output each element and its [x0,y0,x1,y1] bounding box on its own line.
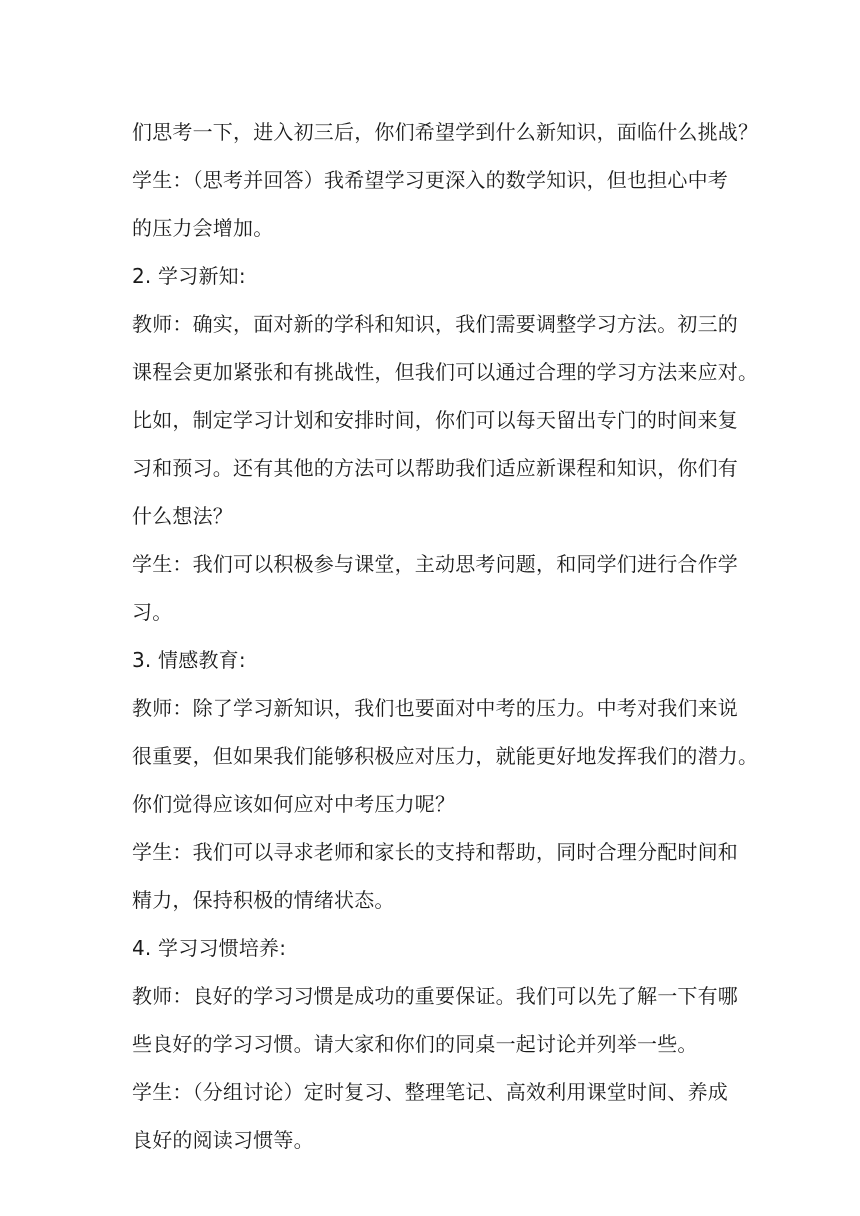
paragraph-line: 的压力会增加。 [132,216,274,240]
paragraph-line: 们思考一下，进入初三后，你们希望学到什么新知识，面临什么挑战？ [132,120,759,144]
paragraph-line: 比如，制定学习计划和安排时间，你们可以每天留出专门的时间来复 [132,408,738,432]
paragraph-line: 课程会更加紧张和有挑战性，但我们可以通过合理的学习方法来应对。 [132,360,759,384]
paragraph-line: 些良好的学习习惯。请大家和你们的同桌一起讨论并列举一些。 [132,1032,698,1056]
paragraph-line: 教师：确实，面对新的学科和知识，我们需要调整学习方法。初三的 [132,312,738,336]
paragraph-line: 良好的阅读习惯等。 [132,1128,314,1152]
paragraph-line: 学生：（分组讨论）定时复习、整理笔记、高效利用课堂时间、养成 [132,1080,728,1104]
paragraph-line: 学生：（思考并回答）我希望学习更深入的数学知识，但也担心中考 [132,168,728,192]
paragraph-line: 习和预习。还有其他的方法可以帮助我们适应新课程和知识，你们有 [132,456,738,480]
section-heading: 4. 学习习惯培养: [132,936,287,960]
document-body [132,108,759,1164]
paragraph-line: 你们觉得应该如何应对中考压力呢？ [132,792,456,816]
paragraph-line: 很重要，但如果我们能够积极应对压力，就能更好地发挥我们的潜力。 [132,744,759,768]
paragraph-line: 教师：除了学习新知识，我们也要面对中考的压力。中考对我们来说 [132,696,738,720]
paragraph-line: 学生：我们可以积极参与课堂，主动思考问题，和同学们进行合作学 [132,552,738,576]
paragraph-line: 教师：良好的学习习惯是成功的重要保证。我们可以先了解一下有哪 [132,984,738,1008]
section-heading: 3. 情感教育: [132,648,246,672]
section-heading: 2. 学习新知: [132,264,246,288]
paragraph-line: 精力，保持积极的情绪状态。 [132,888,395,912]
paragraph-line: 习。 [132,600,173,624]
paragraph-line: 学生：我们可以寻求老师和家长的支持和帮助，同时合理分配时间和 [132,840,738,864]
paragraph-line: 什么想法？ [132,504,233,528]
